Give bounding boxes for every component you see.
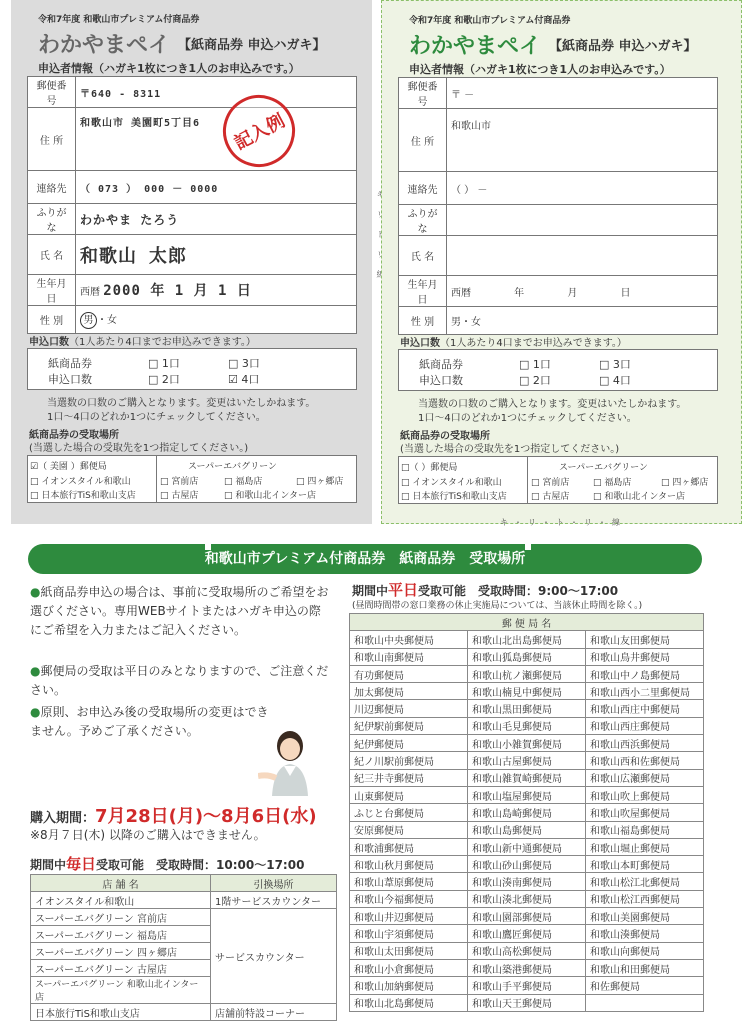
weekday-pickup-note: (昼間時間帯の窓口業務の休止実施局については、当該休止時間を除く。) [352, 601, 643, 611]
post-office-cell: 和歌山園部郵便局 [468, 908, 586, 925]
store-place: 1階サービスカウンター [211, 892, 337, 909]
pickup-aeon[interactable]: □ イオンスタイル和歌山 [30, 477, 131, 487]
post-office-cell: 和歌山西浜郵便局 [586, 735, 704, 752]
post-office-cell: 和歌山湊北郵便局 [468, 890, 586, 907]
applicant-form [27, 76, 357, 334]
bullet-1: ●紙商品券申込の場合は、事前に受取場所のご希望をお選びください。専用WEBサイトまたはハガキ申込の際にご希望を入力またはご記入ください。 [30, 585, 329, 637]
pickup-subheader: (当選した場合の受取先を1つ指定してください。) [400, 444, 620, 455]
sex-male-circled: 男 [80, 312, 97, 329]
address-field[interactable]: 和歌山市 [447, 109, 718, 172]
furigana-value: わかやま たろう [76, 204, 357, 235]
example-postcard [11, 0, 372, 524]
qty-option-4[interactable]: □ 4口 [599, 374, 631, 387]
pickup-post-office[interactable]: □（ ）郵便局 [401, 463, 458, 473]
bullet-2: ●郵便局の受取は平日のみとなりますので、ご注意ください。 [30, 664, 329, 697]
qty-label-2: 申込口数 [419, 374, 463, 387]
name-label: 氏 名 [399, 236, 447, 276]
card-big-title: わかやまペイ [409, 34, 542, 59]
store-name: イオンスタイル和歌山 [31, 892, 211, 909]
qty-note: （1人あたり4口までお申込みできます。） [440, 338, 627, 349]
post-office-cell: 和歌山湊南郵便局 [468, 873, 586, 890]
card-small-title: 令和7年度 和歌山市プレミアム付商品券 [38, 15, 200, 25]
post-office-cell: 和歌山西庄中郵便局 [586, 700, 704, 717]
post-office-cell: 和歌浦郵便局 [350, 838, 468, 855]
store-name: スーパーエバグリーン 四ヶ郷店 [31, 943, 211, 960]
furigana-label: ふりがな [399, 205, 447, 236]
post-office-cell: 和歌山中央郵便局 [350, 631, 468, 648]
address-label: 住 所 [28, 108, 76, 171]
store-name: スーパーエバグリーン 福島店 [31, 926, 211, 943]
qty-note: （1人あたり4口までお申込みできます。） [69, 337, 256, 348]
post-office-cell: 和歌山向郵便局 [586, 942, 704, 959]
daily-pickup-header: 期間中毎日受取可能 受取時間：10:00〜17:00 [30, 855, 305, 873]
contact-value: （ 073 ） 000 － 0000 [76, 171, 357, 204]
qty-option-2[interactable]: □ 2口 [519, 374, 551, 387]
name-field[interactable] [447, 236, 718, 276]
example-stamp: 記入例 [210, 82, 307, 179]
post-office-cell: 和歌山吹上郵便局 [586, 786, 704, 803]
super-shikago[interactable]: □ 四ヶ郷店 [296, 477, 344, 487]
post-office-cell: 和歌山本町郵便局 [586, 856, 704, 873]
post-office-cell: 和歌山古屋郵便局 [468, 752, 586, 769]
purchase-period: 購入期間：7月28日(月)〜8月6日(水) [30, 806, 317, 827]
name-label: 氏 名 [28, 235, 76, 275]
post-office-cell: 和歌山高松郵便局 [468, 942, 586, 959]
qty-header: 申込口数（1人あたり4口までお申込みできます。） [29, 337, 256, 348]
post-office-cell: 和歌山宇須郵便局 [350, 925, 468, 942]
post-office-cell: 安原郵便局 [350, 821, 468, 838]
post-office-cell: 和歌山杭ノ瀬郵便局 [468, 665, 586, 682]
purchase-period-note: ※8月７日(木) 以降のご購入はできません。 [30, 828, 266, 842]
place-col-header: 引換場所 [211, 875, 337, 892]
qty-label-1: 紙商品券 [419, 358, 463, 371]
post-office-cell: 和歌山南郵便局 [350, 648, 468, 665]
qty-box [398, 349, 718, 391]
qty-option-1[interactable]: □ 1口 [148, 357, 180, 370]
dob-value: 2000 年 1 月 1 日 [103, 283, 252, 299]
post-office-table [349, 613, 704, 1012]
name-value: 和歌山 太郎 [76, 235, 357, 275]
qty-warning-2: 1口〜4口のどれか1つにチェックしてください。 [47, 412, 266, 423]
purchase-period-value: 7月28日(月)〜8月6日(水) [95, 806, 317, 827]
post-office-cell: 和歌山狐島郵便局 [468, 648, 586, 665]
post-office-cell: 加太郵便局 [350, 683, 468, 700]
store-name: 日本旅行TiS和歌山支店 [31, 1004, 211, 1021]
sex-female: 女 [107, 314, 117, 326]
post-office-cell: 和歌山鳥井郵便局 [586, 648, 704, 665]
super-furuya[interactable]: □ 古屋店 [160, 491, 199, 501]
post-office-cell: 和歌山太田郵便局 [350, 942, 468, 959]
pickup-header: 紙商品券の受取場所 [400, 431, 490, 442]
post-office-cell: 和歌山島崎郵便局 [468, 804, 586, 821]
super-header: スーパーエバグリーン [559, 463, 648, 473]
store-name: スーパーエバグリーン 和歌山北インター店 [31, 977, 211, 1004]
pickup-subheader: (当選した場合の受取先を1つ指定してください。) [29, 443, 249, 454]
qty-option-3[interactable]: □ 3口 [599, 358, 631, 371]
applicant-header: 申込者情報（ハガキ1枚につき1人のお申込みです。） [409, 63, 671, 76]
sex-separator: ・ [97, 314, 107, 326]
post-office-cell: 和歌山黒田郵便局 [468, 700, 586, 717]
super-fukushima[interactable]: □ 福島店 [593, 478, 632, 488]
qty-label-1: 紙商品券 [48, 357, 92, 370]
post-office-cell: 和歌山葦原郵便局 [350, 873, 468, 890]
post-office-cell: 和歌山鷹匠郵便局 [468, 925, 586, 942]
post-office-cell: 和歌山北出島郵便局 [468, 631, 586, 648]
applicant-form [398, 77, 718, 335]
post-office-cell: 和佐郵便局 [586, 977, 704, 994]
post-office-cell: 和歌山北島郵便局 [350, 994, 468, 1011]
pickup-post-office[interactable]: ☑（ 美園 ）郵便局 [30, 462, 107, 472]
blank-postcard [381, 0, 742, 524]
super-miyamae[interactable]: □ 宮前店 [160, 477, 199, 487]
qty-header: 申込口数（1人あたり4口までお申込みできます。） [400, 338, 627, 349]
dob-field[interactable]: 西暦 年 月 日 [447, 276, 718, 307]
pickup-header: 紙商品券の受取場所 [29, 430, 119, 441]
card-sub-title: 【紙商品券 申込ハガキ】 [178, 38, 326, 53]
post-office-cell: 和歌山塩屋郵便局 [468, 786, 586, 803]
dob-prefix: 西暦 [80, 287, 100, 298]
post-office-cell: 山東郵便局 [350, 786, 468, 803]
postal-label: 郵便番号 [399, 78, 447, 109]
post-office-cell: 紀伊駅前郵便局 [350, 717, 468, 734]
card-sub-title: 【紙商品券 申込ハガキ】 [549, 39, 697, 54]
qty-warning-1: 当選数の口数のご購入となります。変更はいたしかねます。 [47, 398, 316, 409]
sex-field[interactable]: 男・女 [447, 307, 718, 335]
store-name: スーパーエバグリーン 宮前店 [31, 909, 211, 926]
postal-value: 〒640 - 8311 [76, 77, 357, 108]
pickup-jtb[interactable]: □ 日本旅行TiS和歌山支店 [401, 492, 507, 502]
weekday-pickup-header: 期間中平日受取可能 受取時間：9:00〜17:00 [352, 581, 619, 599]
postal-field[interactable]: 〒 － [447, 78, 718, 109]
post-office-cell: 有功郵便局 [350, 665, 468, 682]
post-office-cell: 和歌山友田郵便局 [586, 631, 704, 648]
post-office-cell: 和歌山築港郵便局 [468, 959, 586, 976]
post-office-cell: 和歌山手平郵便局 [468, 977, 586, 994]
qty-warning-1: 当選数の口数のご購入となります。変更はいたしかねます。 [418, 399, 687, 410]
contact-label: 連絡先 [399, 172, 447, 205]
card-small-title: 令和7年度 和歌山市プレミアム付商品券 [409, 16, 571, 26]
address-label: 住 所 [399, 109, 447, 172]
qty-option-2[interactable]: □ 2口 [148, 373, 180, 386]
post-office-cell: 和歌山湊郵便局 [586, 925, 704, 942]
furigana-field[interactable] [447, 205, 718, 236]
cut-line-horizontal: キ・リ・ト・リ・線 [500, 518, 626, 527]
post-office-cell: 和歌山西庄郵便局 [586, 717, 704, 734]
super-kitainter[interactable]: □ 和歌山北インター店 [224, 491, 317, 501]
post-office-cell: 和歌山楠見中郵便局 [468, 683, 586, 700]
qty-option-4[interactable]: ☑ 4口 [228, 373, 260, 386]
applicant-header: 申込者情報（ハガキ1枚につき1人のお申込みです。） [38, 62, 300, 75]
super-kitainter[interactable]: □ 和歌山北インター店 [593, 492, 686, 502]
qty-option-1[interactable]: □ 1口 [519, 358, 551, 371]
super-header: スーパーエバグリーン [188, 462, 277, 472]
post-office-cell: 紀伊郵便局 [350, 735, 468, 752]
post-office-cell: 和歌山福島郵便局 [586, 821, 704, 838]
post-office-cell: 和歌山西和佐郵便局 [586, 752, 704, 769]
post-office-cell [586, 994, 704, 1011]
contact-field[interactable]: （ ） － [447, 172, 718, 205]
pickup-box [27, 455, 357, 503]
store-place: サービスカウンター [211, 909, 337, 1004]
post-office-cell: 川辺郵便局 [350, 700, 468, 717]
post-office-header: 郵 便 局 名 [350, 614, 704, 631]
qty-label-2: 申込口数 [48, 373, 92, 386]
pickup-aeon[interactable]: □ イオンスタイル和歌山 [401, 478, 502, 488]
post-office-cell: 和歌山松江西郵便局 [586, 890, 704, 907]
post-office-cell: 和歌山吹屋郵便局 [586, 804, 704, 821]
bullet-3: ●原則、お申込み後の受取場所の変更はできません。予めご了承ください。 [30, 705, 269, 738]
dob-label: 生年月日 [399, 276, 447, 307]
staff-illustration [258, 726, 318, 796]
store-name: スーパーエバグリーン 古屋店 [31, 960, 211, 977]
postal-label: 郵便番号 [28, 77, 76, 108]
post-office-cell: 和歌山西小二里郵便局 [586, 683, 704, 700]
post-office-cell: 和歌山秋月郵便局 [350, 856, 468, 873]
post-office-cell: 和歌山広瀬郵便局 [586, 769, 704, 786]
pickup-box [398, 456, 718, 504]
super-fukushima[interactable]: □ 福島店 [224, 477, 263, 487]
post-office-cell: 和歌山毛見郵便局 [468, 717, 586, 734]
address-value: 和歌山市 美園町5丁目6 [76, 108, 357, 171]
post-office-cell: 紀ノ川駅前郵便局 [350, 752, 468, 769]
sex-label: 性 別 [399, 307, 447, 335]
post-office-cell: 和歌山加納郵便局 [350, 977, 468, 994]
sex-label: 性 別 [28, 306, 76, 334]
super-miyamae[interactable]: □ 宮前店 [531, 478, 570, 488]
post-office-cell: 和歌山井辺郵便局 [350, 908, 468, 925]
post-office-cell: ふじと台郵便局 [350, 804, 468, 821]
post-office-cell: 紀三井寺郵便局 [350, 769, 468, 786]
store-place: 店舗前特設コーナー [211, 1004, 337, 1021]
post-office-cell: 和歌山松江北郵便局 [586, 873, 704, 890]
post-office-cell: 和歌山堀止郵便局 [586, 838, 704, 855]
post-office-cell: 和歌山島郵便局 [468, 821, 586, 838]
contact-label: 連絡先 [28, 171, 76, 204]
post-office-cell: 和歌山天王郵便局 [468, 994, 586, 1011]
qty-option-3[interactable]: □ 3口 [228, 357, 260, 370]
store-col-header: 店 舗 名 [31, 875, 211, 892]
post-office-cell: 和歌山中ノ島郵便局 [586, 665, 704, 682]
post-office-cell: 和歌山新中通郵便局 [468, 838, 586, 855]
post-office-cell: 和歌山美園郵便局 [586, 908, 704, 925]
post-office-cell: 和歌山雑賀崎郵便局 [468, 769, 586, 786]
qty-warning-2: 1口〜4口のどれか1つにチェックしてください。 [418, 413, 637, 424]
store-table [30, 874, 337, 1021]
super-furuya[interactable]: □ 古屋店 [531, 492, 570, 502]
post-office-cell: 和歌山小雑賀郵便局 [468, 735, 586, 752]
dob-label: 生年月日 [28, 275, 76, 306]
pickup-banner: 和歌山市プレミアム付商品券 紙商品券 受取場所 [28, 544, 702, 574]
qty-box [27, 348, 357, 390]
post-office-cell: 和歌山小倉郵便局 [350, 959, 468, 976]
pickup-jtb[interactable]: □ 日本旅行TiS和歌山支店 [30, 491, 136, 501]
furigana-label: ふりがな [28, 204, 76, 235]
post-office-cell: 和歌山和田郵便局 [586, 959, 704, 976]
super-shikago[interactable]: □ 四ヶ郷店 [661, 478, 709, 488]
post-office-cell: 和歌山今福郵便局 [350, 890, 468, 907]
card-big-title: わかやまペイ [38, 33, 171, 58]
post-office-cell: 和歌山砂山郵便局 [468, 856, 586, 873]
